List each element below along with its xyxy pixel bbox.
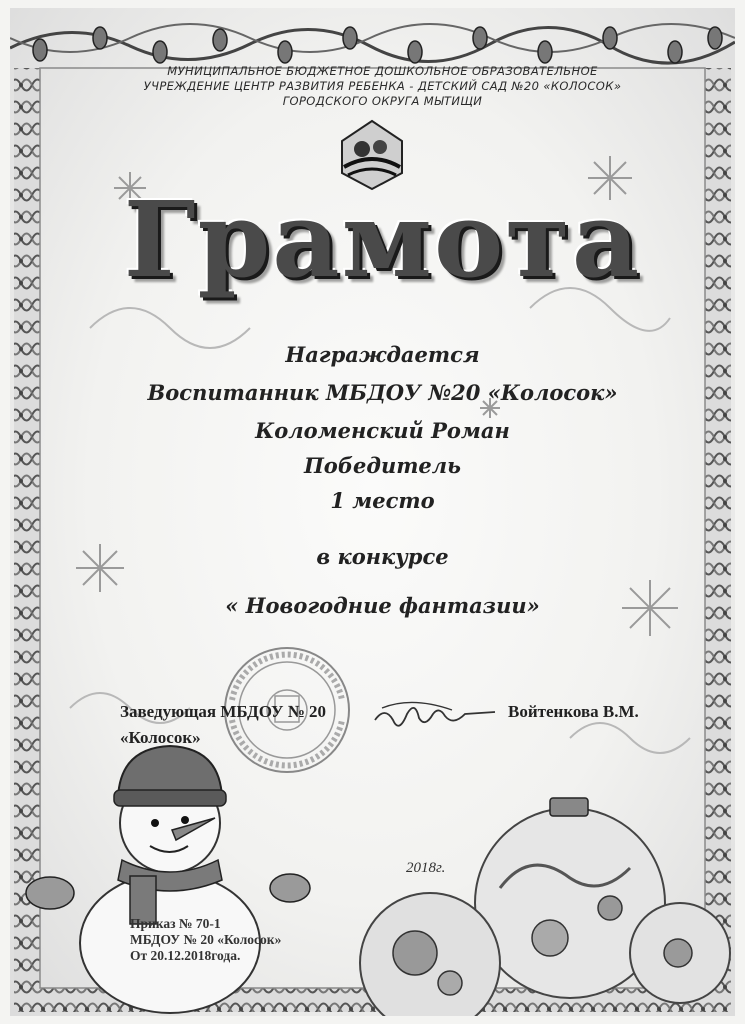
snowman-icon [26, 746, 310, 1013]
header-line-1: МУНИЦИПАЛЬНОЕ БЮДЖЕТНОЕ ДОШКОЛЬНОЕ ОБРАЗОВАТЕЛЬНОЕ [167, 64, 598, 78]
award-status: Победитель [303, 453, 462, 478]
contest-name: « Новогодние фантазии» [225, 593, 540, 618]
signatory-organization: «Колосок» [120, 728, 201, 747]
order-block [130, 916, 281, 964]
certificate-title: Грамота [123, 178, 642, 301]
christmas-ornament-icon [360, 798, 730, 1016]
handwritten-signature-icon [375, 702, 495, 725]
order-organization: МБДОУ № 20 «Колосок» [130, 932, 282, 947]
awarded-label: Награждается [285, 342, 480, 367]
order-number: Приказ № 70-1 [130, 916, 221, 931]
header-line-2: УЧРЕЖДЕНИЕ ЦЕНТР РАЗВИТИЯ РЕБЕНКА - ДЕТСКИЙ САД №20 «КОЛОСОК» [143, 79, 622, 93]
order-date: От 20.12.2018года. [130, 948, 241, 963]
certificate-paper [10, 8, 735, 1016]
award-place: 1 место [330, 488, 435, 513]
signatory-name: Войтенкова В.М. [508, 702, 639, 721]
signatory-position: Заведующая МБДОУ № 20 [120, 702, 327, 721]
contest-prefix: в конкурсе [316, 544, 449, 569]
certificate-year: 2018г. [406, 860, 446, 876]
header-line-3: ГОРОДСКОГО ОКРУГА МЫТИЩИ [282, 94, 483, 108]
recipient-name: Коломенский Роман [255, 418, 510, 443]
garland-lights-icon [10, 24, 735, 63]
organization-header [70, 64, 695, 109]
pupil-line: Воспитанник МБДОУ №20 «Колосок» [147, 380, 618, 405]
